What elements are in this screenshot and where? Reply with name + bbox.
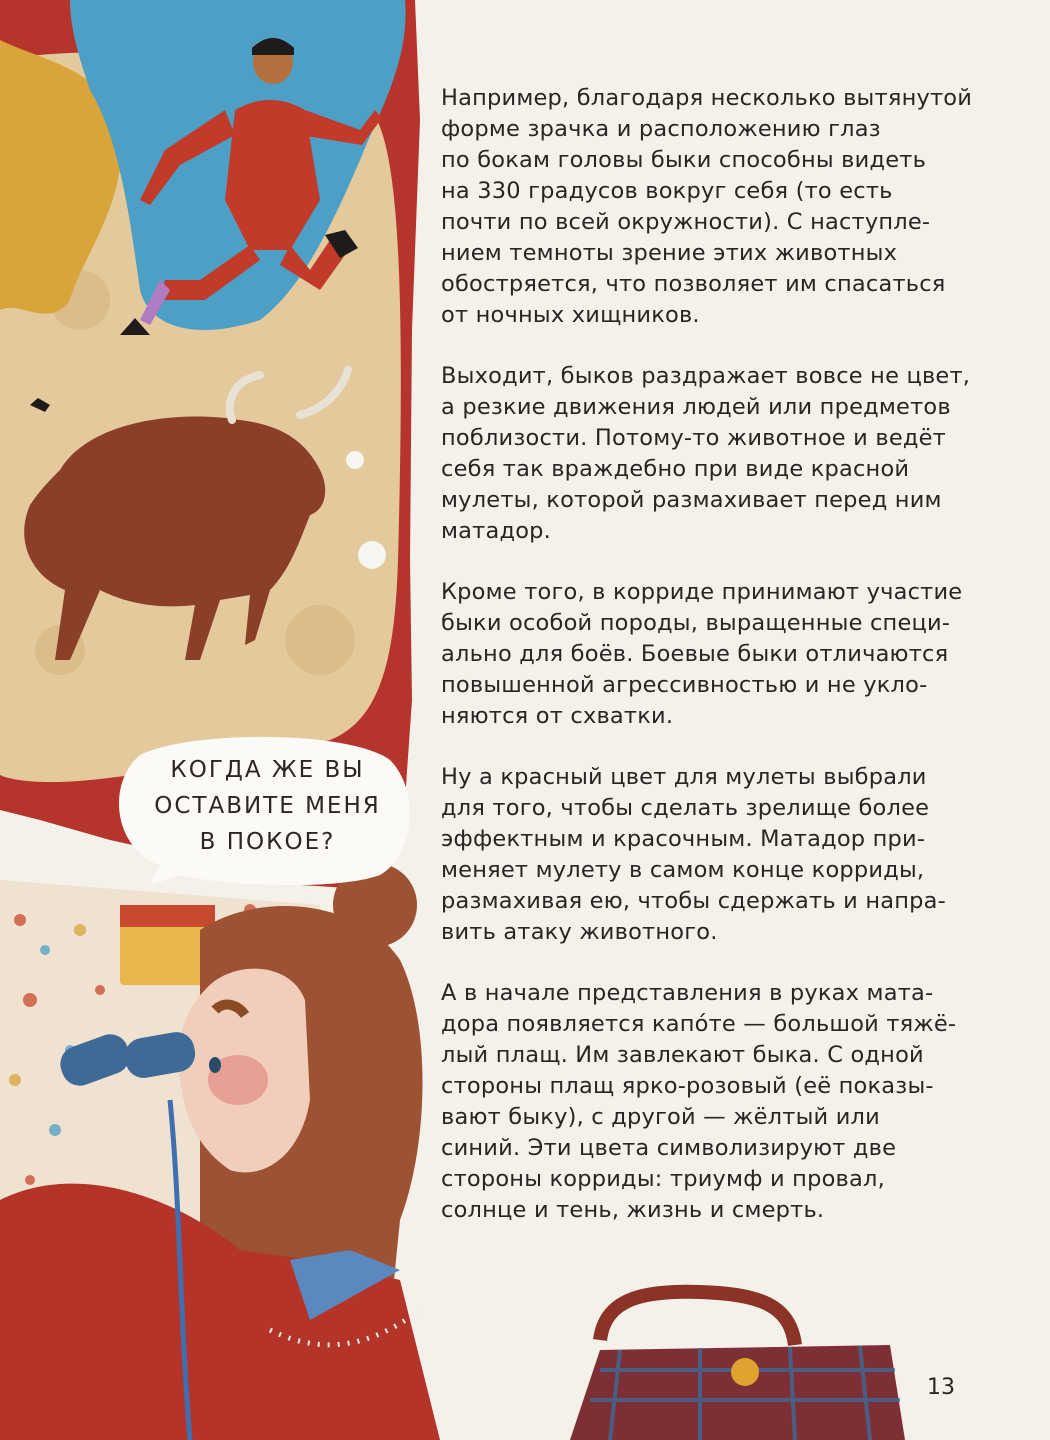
text-line: матадор. <box>441 518 552 544</box>
speech-line: КОГДА ЖЕ ВЫ <box>170 757 365 783</box>
paragraph <box>441 762 981 948</box>
page-number: 13 <box>927 1375 955 1400</box>
text-line: Кроме того, в корриде принимают участие <box>441 579 963 605</box>
text-line: А в начале представления в руках мата- <box>441 980 934 1006</box>
text-line: нием темноты зрение этих животных <box>441 240 898 266</box>
plaid-bag <box>570 1292 905 1440</box>
text-line: меняет мулету в самом конце корриды, <box>441 857 925 883</box>
text-line: ально для боёв. Боевые быки отличаются <box>441 641 949 667</box>
text-line: почти по всей окружности). С наступле- <box>441 209 931 235</box>
text-line: обостряется, что позволяет им спасаться <box>441 271 946 297</box>
text-line: лый плащ. Им завлекают быка. С одной <box>441 1042 924 1068</box>
text-line: синий. Эти цвета символизируют две <box>441 1135 897 1161</box>
text-line: вают быку), с другой — жёлтый или <box>441 1104 880 1130</box>
paragraph <box>441 978 981 1226</box>
paragraph <box>441 83 981 331</box>
speech-line: В ПОКОЕ? <box>199 829 336 855</box>
text-line: размахивая ею, чтобы сдержать и напра- <box>441 888 946 914</box>
text-line: вить атаку животного. <box>441 919 718 945</box>
text-line: эффектным и красочным. Матадор при- <box>441 826 926 852</box>
paragraph <box>441 577 981 732</box>
text-line: няются от схватки. <box>441 703 674 729</box>
text-line: поблизости. Потому-то животное и ведёт <box>441 425 946 451</box>
text-line: по бокам головы быки способны видеть <box>441 147 927 173</box>
paragraph <box>441 361 981 547</box>
text-line: себя так враждебно при виде красной <box>441 456 910 482</box>
text-line: Например, благодаря несколько вытянутой <box>441 85 973 111</box>
text-line: дора появляется капо́те — большой тяжё- <box>441 1011 957 1037</box>
text-line: для того, чтобы сделать зрелище более <box>441 795 930 821</box>
text-line: Выходит, быков раздражает вовсе не цвет, <box>441 363 971 389</box>
text-line: на 330 градусов вокруг себя (то есть <box>441 178 893 204</box>
text-line: повышенной агрессивностью и не укло- <box>441 672 928 698</box>
text-line: а резкие движения людей или предметов <box>441 394 951 420</box>
text-line: от ночных хищников. <box>441 302 700 328</box>
body-text <box>441 83 981 1256</box>
text-line: быки особой породы, выращенные специ- <box>441 610 951 636</box>
text-line: форме зрачка и расположению глаз <box>441 116 881 142</box>
speech-line: ОСТАВИТЕ МЕНЯ <box>154 793 381 819</box>
speech-bubble-text <box>135 752 400 860</box>
text-line: Ну а красный цвет для мулеты выбрали <box>441 764 927 790</box>
text-line: мулеты, которой размахивает перед ним <box>441 487 942 513</box>
text-line: стороны плащ ярко-розовый (её показы- <box>441 1073 934 1099</box>
text-line: стороны корриды: триумф и провал, <box>441 1166 885 1192</box>
text-line: солнце и тень, жизнь и смерть. <box>441 1197 825 1223</box>
